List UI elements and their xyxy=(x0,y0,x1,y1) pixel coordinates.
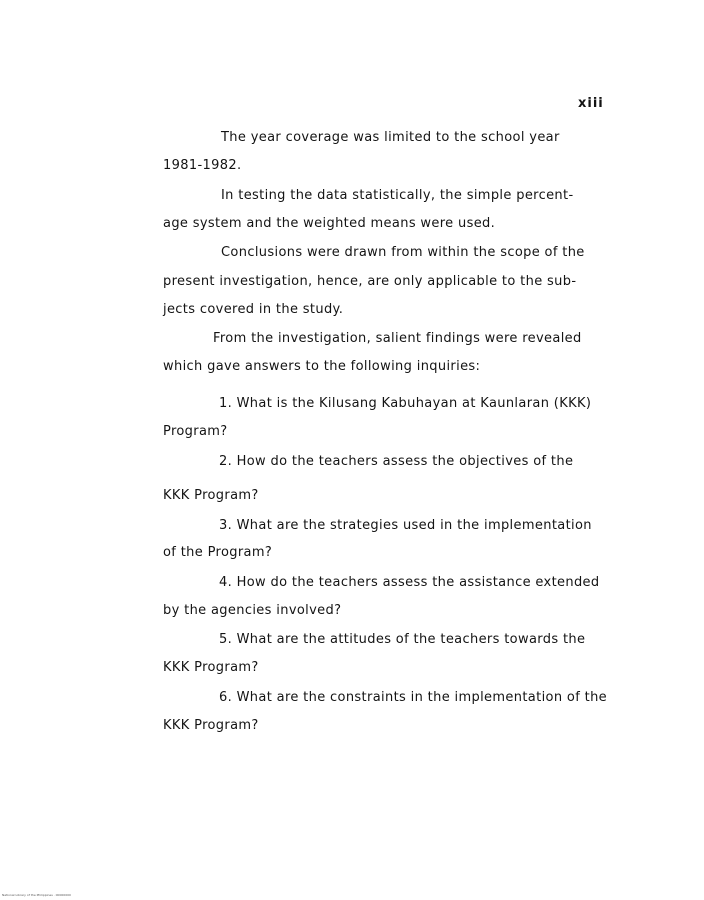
text-line: KKK Program? xyxy=(163,660,259,675)
text-line: which gave answers to the following inquiries: xyxy=(163,359,481,374)
text-line: jects covered in the study. xyxy=(163,302,344,317)
list-item-question-2: 2. How do the teachers assess the objectives of the xyxy=(219,454,574,469)
text-line: Conclusions were drawn from within the scope of the xyxy=(221,245,585,260)
text-line: The year coverage was limited to the school year xyxy=(221,130,560,145)
scan-footer: National Library of the Philippines · 00000000 xyxy=(2,893,71,897)
text-line: of the Program? xyxy=(163,545,273,560)
text-line: From the investigation, salient findings were revealed xyxy=(213,331,582,346)
text-line: Program? xyxy=(163,424,228,439)
page-number: xiii xyxy=(578,96,604,111)
list-item-question-6: 6. What are the constraints in the implementation of the xyxy=(219,690,608,705)
text-line: present investigation, hence, are only applicable to the sub- xyxy=(163,274,577,289)
text-line: KKK Program? xyxy=(163,488,259,503)
list-item-question-3: 3. What are the strategies used in the implementation xyxy=(219,518,592,533)
text-line: 1981-1982. xyxy=(163,158,242,173)
text-line: KKK Program? xyxy=(163,718,259,733)
text-line: age system and the weighted means were used. xyxy=(163,216,496,231)
text-line: In testing the data statistically, the simple percent- xyxy=(221,188,574,203)
list-item-question-1: 1. What is the Kilusang Kabuhayan at Kaunlaran (KKK) xyxy=(219,396,592,411)
list-item-question-5: 5. What are the attitudes of the teachers towards the xyxy=(219,632,586,647)
text-line: by the agencies involved? xyxy=(163,603,342,618)
list-item-question-4: 4. How do the teachers assess the assistance extended xyxy=(219,575,600,590)
